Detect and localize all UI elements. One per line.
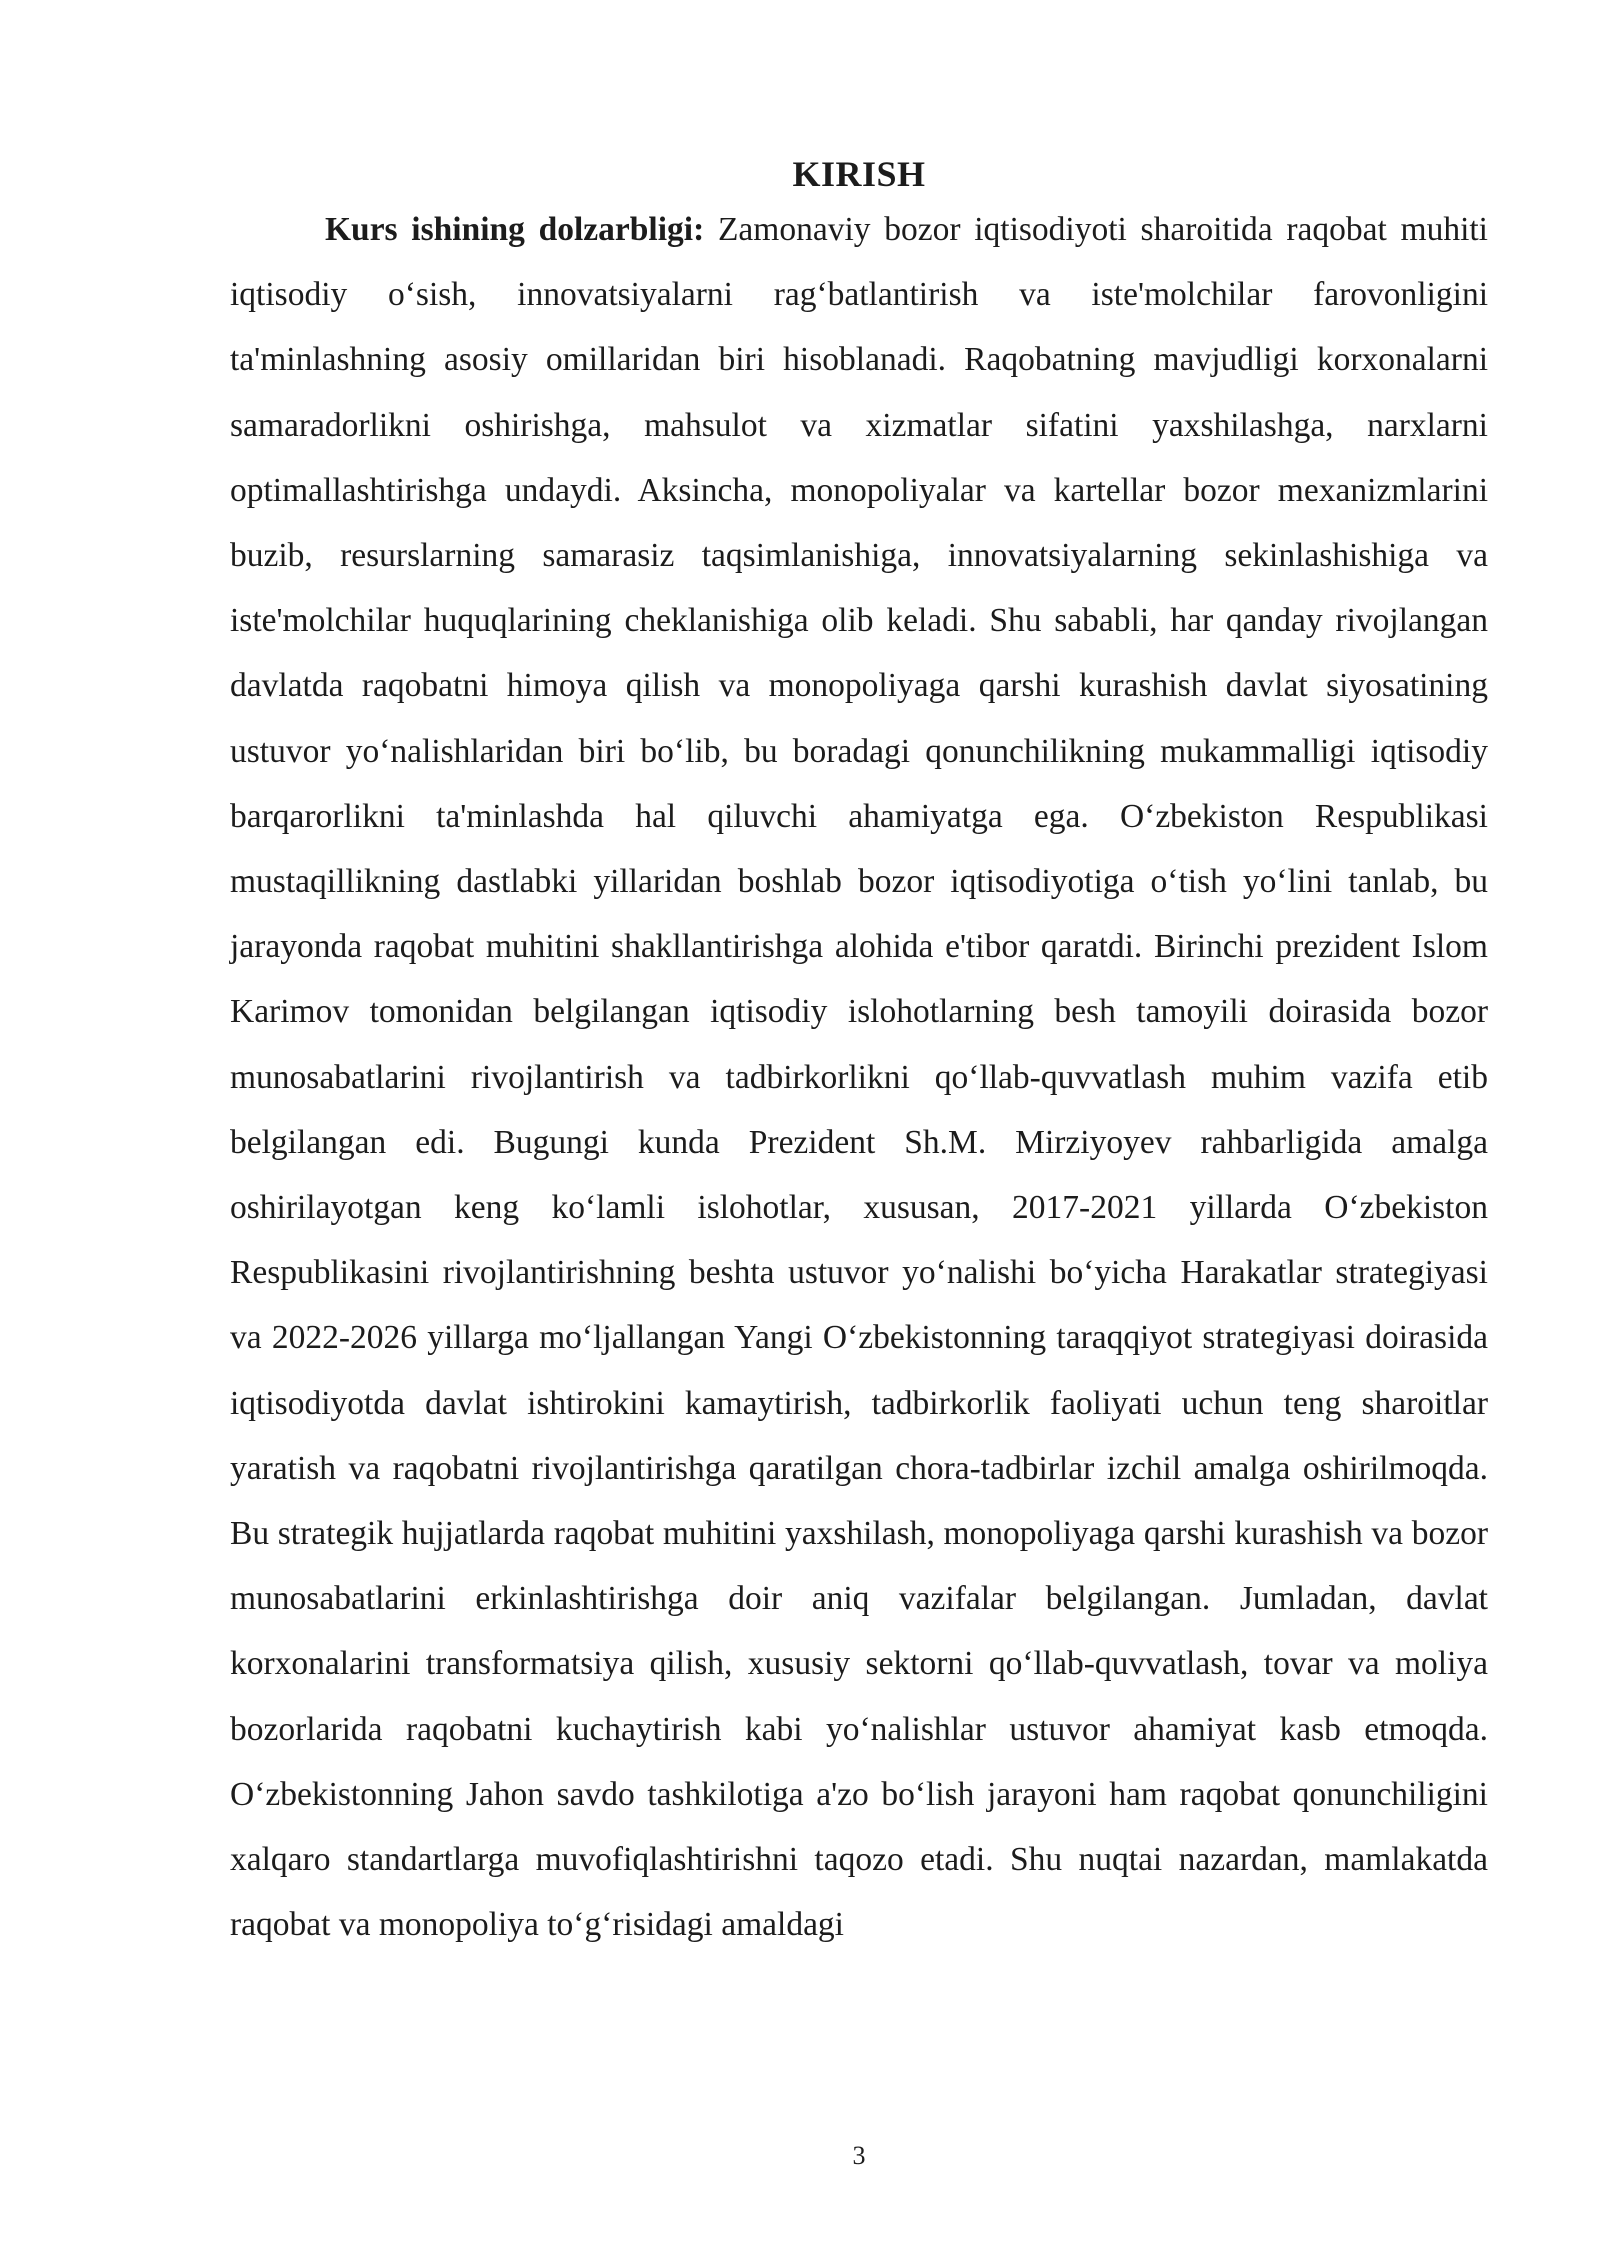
section-heading: KIRISH — [792, 154, 926, 194]
page-number: 3 — [852, 2141, 866, 2170]
body-paragraph — [230, 197, 1488, 1957]
paragraph-lead: Kurs ishining dolzarbligi: — [325, 211, 705, 248]
paragraph-text: Zamonaviy bozor iqtisodiyoti sharoitida raqobat muhiti iqtisodiy o‘sish, innovatsiyalarni rag‘batlantirish va iste'molchilar farovonligini ta'minlashning asosiy omillaridan biri hisoblanadi. Raqobatning mavjudligi korxonalarni samaradorlikni oshirishga, mahsulot va xizmatlar sifatini yaxshilashga, narxlarni optimallashtirishga undaydi. Aksincha, monopoliyalar va kartellar bozor mexanizmlarini buzib, resurslarning samarasiz taqsimlanishiga, innovatsiyalarning sekinlashishiga va iste'molchilar huquqlarining cheklanishiga olib keladi. Shu sababli, har qanday rivojlangan davlatda raqobatni himoya qilish va monopoliyaga qarshi kurashish davlat siyosatining ustuvor yo‘nalishlaridan biri bo‘lib, bu boradagi qonunchilikning mukammalligi iqtisodiy barqarorlikni ta'minlashda hal qiluvchi ahamiyatga ega. O‘zbekiston Respublikasi mustaqillikning dastlabki yillaridan boshlab bozor iqtisodiyotiga o‘tish yo‘lini tanlab, bu jarayonda raqobat muhitini shakllantirishga alohida e'tibor qaratdi. Birinchi prezident Islom Karimov tomonidan belgilangan iqtisodiy islohotlarning besh tamoyili doirasida bozor munosabatlarini rivojlantirish va tadbirkorlikni qo‘llab-quvvatlash muhim vazifa etib belgilangan edi. Bugungi kunda Prezident Sh.M. Mirziyoyev rahbarligida amalga oshirilayotgan keng ko‘lamli islohotlar, xususan, 2017-2021 yillarda O‘zbekiston Respublikasini rivojlantirishning beshta ustuvor yo‘nalishi bo‘yicha Harakatlar strategiyasi va 2022-2026 yillarga mo‘ljallangan Yangi O‘zbekistonning taraqqiyot strategiyasi doirasida iqtisodiyotda davlat ishtirokini kamaytirish, tadbirkorlik faoliyati uchun teng sharoitlar yaratish va raqobatni rivojlantirishga qaratilgan chora-tadbirlar izchil amalga oshirilmoqda. Bu strategik hujjatlarda raqobat muhitini yaxshilash, monopoliyaga qarshi kurashish va bozor munosabatlarini erkinlashtirishga doir aniq vazifalar belgilangan. Jumladan, davlat korxonalarini transformatsiya qilish, xususiy sektorni qo‘llab-quvvatlash, tovar va moliya bozorlarida raqobatni kuchaytirish kabi yo‘nalishlar ustuvor ahamiyat kasb etmoqda. O‘zbekistonning Jahon savdo tashkilotiga a'zo bo‘lish jarayoni ham raqobat qonunchiligini xalqaro standartlarga muvofiqlashtirishni taqozo etadi. Shu nuqtai nazardan, mamlakatda raqobat va monopoliya to‘g‘risidagi amaldagi — [230, 211, 1488, 1944]
